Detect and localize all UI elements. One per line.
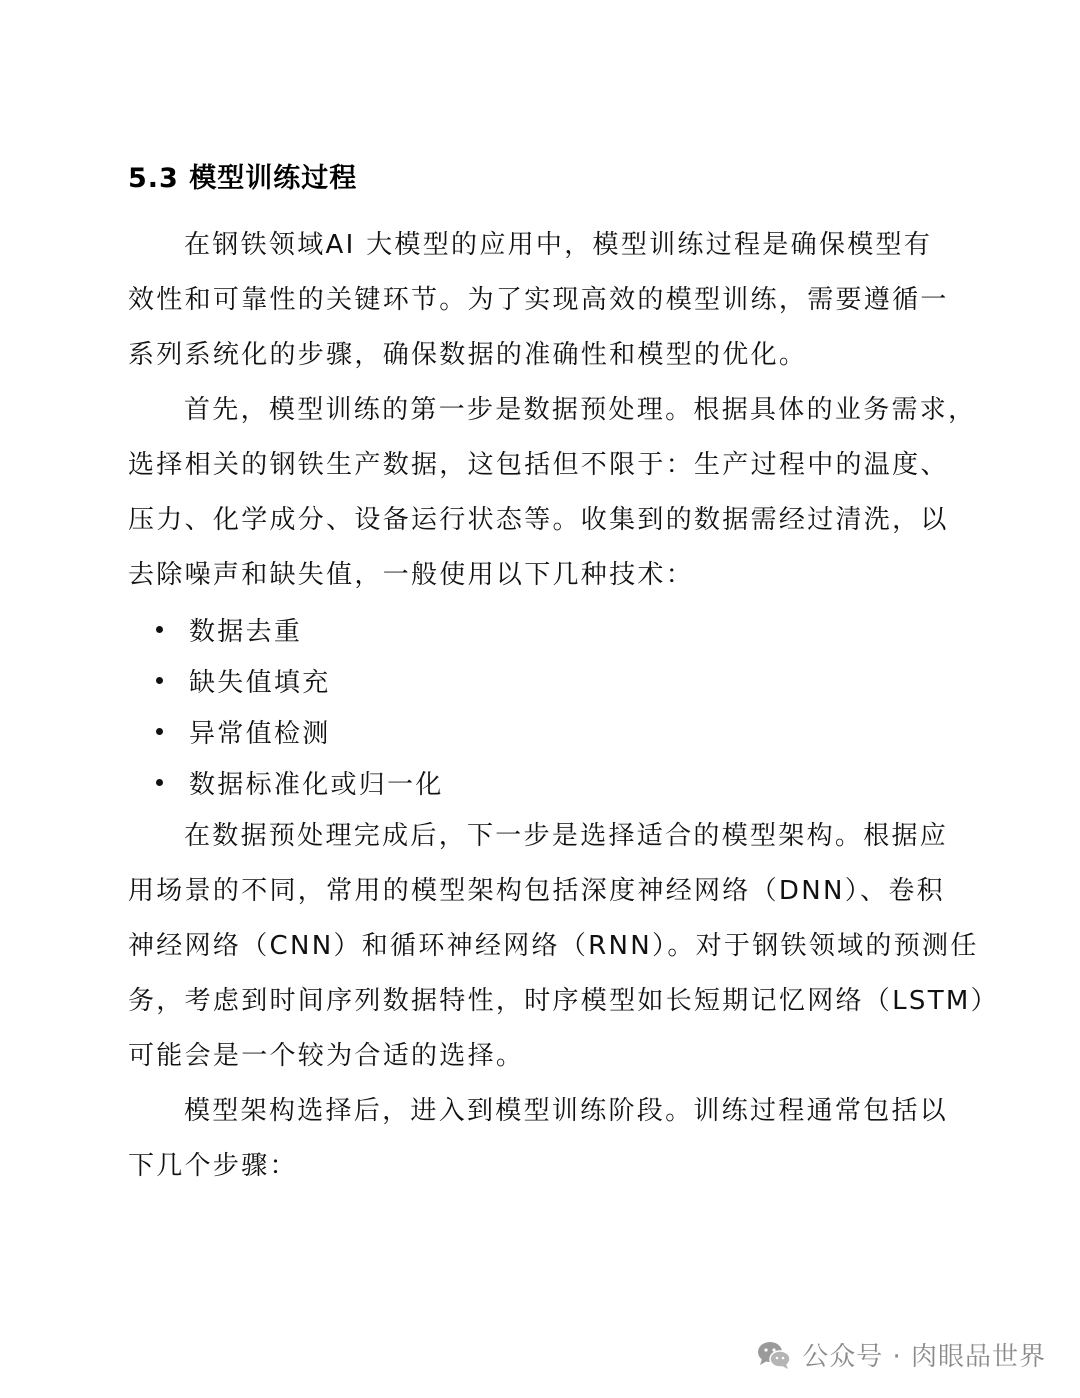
wechat-icon bbox=[756, 1340, 792, 1370]
paragraph-1-line-1: 在钢铁领域AI 大模型的应用中，模型训练过程是确保模型有 bbox=[184, 230, 933, 260]
bullet-icon bbox=[156, 626, 163, 633]
paragraph-4-line-2: 下几个步骤： bbox=[128, 1151, 298, 1181]
paragraph-1-line-3: 系列系统化的步骤，确保数据的准确性和模型的优化。 bbox=[128, 340, 808, 370]
list-item-text: 数据标准化或归一化 bbox=[189, 770, 444, 800]
paragraph-2-line-3: 压力、化学成分、设备运行状态等。收集到的数据需经过清洗，以 bbox=[128, 505, 949, 535]
list-item bbox=[156, 611, 302, 648]
bullet-icon bbox=[156, 728, 163, 735]
footer-watermark bbox=[756, 1336, 1046, 1373]
paragraph-2-line-1: 首先，模型训练的第一步是数据预处理。根据具体的业务需求， bbox=[184, 395, 977, 425]
list-item-text: 数据去重 bbox=[189, 617, 303, 647]
paragraph-1-line-2: 效性和可靠性的关键环节。为了实现高效的模型训练，需要遵循一 bbox=[128, 285, 949, 315]
paragraph-2-line-2: 选择相关的钢铁生产数据，这包括但不限于：生产过程中的温度、 bbox=[128, 450, 949, 480]
footer-text: 公众号 · 肉眼品世界 bbox=[802, 1342, 1046, 1372]
paragraph-3-line-5: 可能会是一个较为合适的选择。 bbox=[128, 1041, 525, 1071]
paragraph-3-line-2: 用场景的不同，常用的模型架构包括深度神经网络（DNN）、卷积 bbox=[128, 876, 945, 906]
paragraph-2-line-4: 去除噪声和缺失值，一般使用以下几种技术： bbox=[128, 560, 695, 590]
paragraph-4-line-1: 模型架构选择后，进入到模型训练阶段。训练过程通常包括以 bbox=[184, 1096, 949, 1126]
list-item-text: 缺失值填充 bbox=[189, 668, 331, 698]
list-item bbox=[156, 764, 444, 801]
paragraph-3-line-1: 在数据预处理完成后，下一步是选择适合的模型架构。根据应 bbox=[184, 821, 949, 851]
section-heading: 5.3 模型训练过程 bbox=[128, 163, 358, 194]
paragraph-3-line-3: 神经网络（CNN）和循环神经网络（RNN）。对于钢铁领域的预测任 bbox=[128, 931, 979, 961]
paragraph-3-line-4: 务，考虑到时间序列数据特性，时序模型如长短期记忆网络（LSTM） bbox=[128, 986, 999, 1016]
bullet-icon bbox=[156, 677, 163, 684]
list-item-text: 异常值检测 bbox=[189, 719, 331, 749]
list-item bbox=[156, 662, 331, 699]
bullet-icon bbox=[156, 779, 163, 786]
list-item bbox=[156, 713, 331, 750]
